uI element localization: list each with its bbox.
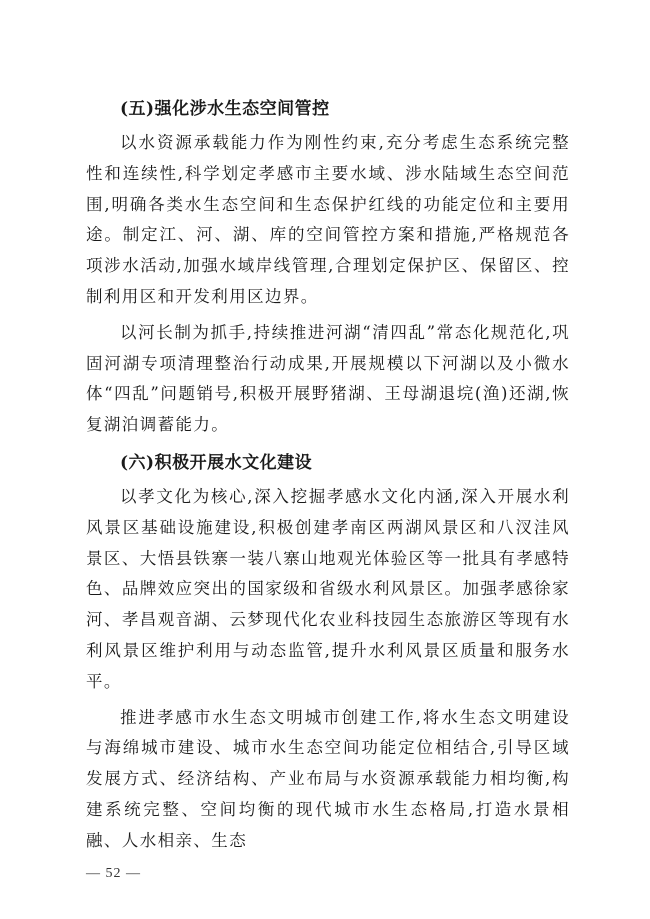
paragraph: 以水资源承载能力作为刚性约束,充分考虑生态系统完整性和连续性,科学划定孝感市主要水域、涉水陆域生态空间范围,明确各类水生态空间和生态保护红线的功能定位和主要用途。制定江、河、湖、库的空间管控方案和措施,严格规范各项涉水活动,加强水域岸线管理,合理划定保护区、保留区、控制利用区和开发利用区边界。 <box>86 133 570 306</box>
paragraph: 推进孝感市水生态文明城市创建工作,将水生态文明建设与海绵城市建设、城市水生态空间功能定位相结合,引导区域发展方式、经济结构、产业布局与水资源承载能力相均衡,构建系统完整、空间均衡的现代城市水生态格局,打造水景相融、人水相亲、生态 <box>86 707 570 850</box>
document-body <box>86 92 570 862</box>
section-heading-6: (六)积极开展水文化建设 <box>120 452 313 473</box>
paragraph: 以河长制为抓手,持续推进河湖“清四乱”常态化规范化,巩固河湖专项清理整治行动成果,开展规模以下河湖以及小微水体“四乱”问题销号,积极开展野猪湖、王母湖退垸(渔)还湖,恢复湖泊调蓄能力。 <box>86 322 570 435</box>
paragraph: 以孝文化为核心,深入挖掘孝感水文化内涵,深入开展水利风景区基础设施建设,积极创建孝南区两湖风景区和八汊洼风景区、大悟县铁寨一装八寨山地观光体验区等一批具有孝感特色、品牌效应突出的国家级和省级水利风景区。加强孝感徐家河、孝昌观音湖、云梦现代化农业科技园生态旅游区等现有水利风景区维护利用与动态监管,提升水利风景区质量和服务水平。 <box>86 486 570 691</box>
section-heading-5: (五)强化涉水生态空间管控 <box>120 99 330 119</box>
page-number: — 52 — <box>86 866 141 881</box>
